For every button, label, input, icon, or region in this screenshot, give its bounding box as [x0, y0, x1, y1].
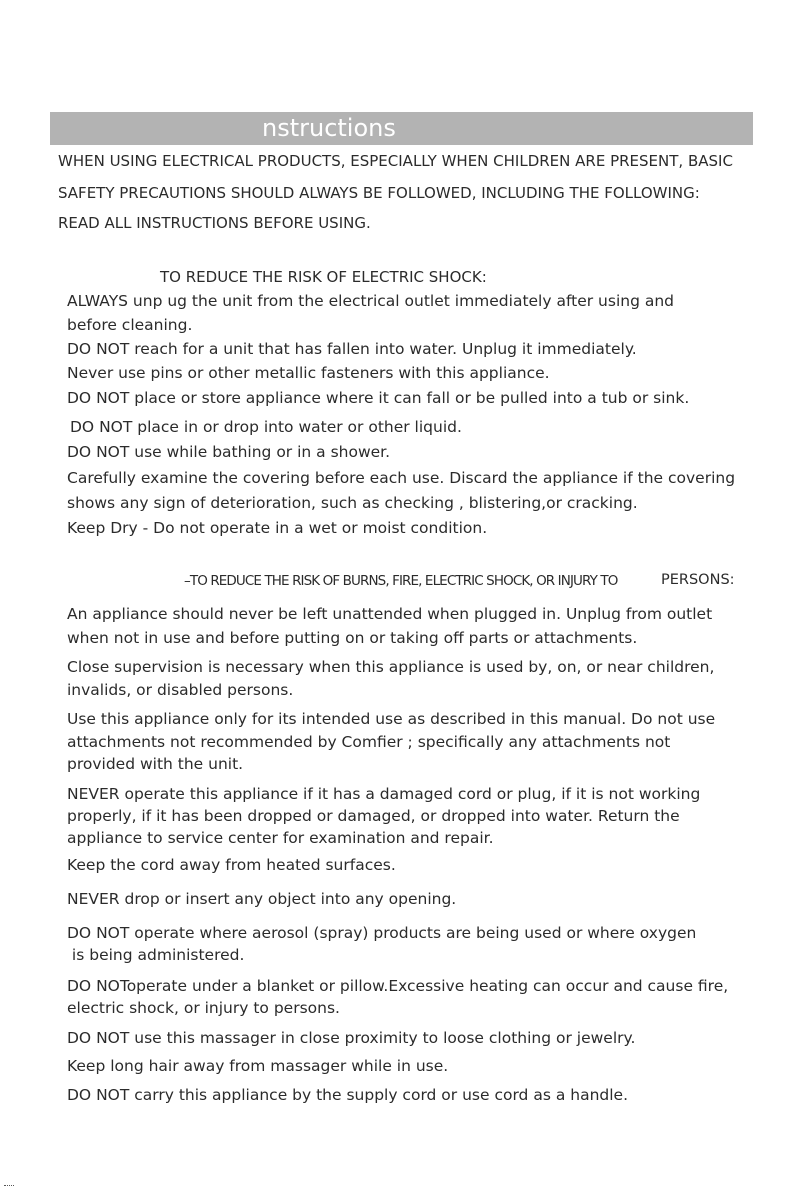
warning-line: DO NOToperate under a blanket or pillow.Excessive heating can occur and cause fire,	[67, 977, 729, 995]
danger-line: DO NOT use while bathing or in a shower.	[67, 443, 391, 461]
warning-line: Use this appliance only for its intended use as described in this manual. Do not use	[67, 710, 716, 728]
warning-line: NEVER operate this appliance if it has a damaged cord or plug, if it is not working	[67, 785, 701, 803]
warning-line: NEVER drop or insert any object into any opening.	[67, 890, 457, 908]
warning-line: is being administered.	[67, 946, 245, 964]
warning-line: appliance to service center for examination and repair.	[67, 829, 494, 847]
section-title: nstructions	[262, 114, 396, 142]
warning-line: provided with the unit.	[67, 755, 244, 773]
warning-line: Keep the cord away from heated surfaces.	[67, 856, 396, 874]
danger-line: ALWAYS unp ug the unit from the electrical outlet immediately after using and	[67, 292, 675, 310]
danger-line: DO NOT reach for a unit that has fallen into water. Unplug it immediately.	[67, 340, 637, 358]
warning-line: properly, if it has been dropped or damaged, or dropped into water. Return the	[67, 807, 680, 825]
warning-line: Close supervision is necessary when this appliance is used by, on, or near children,	[67, 658, 715, 676]
warning-line: An appliance should never be left unattended when plugged in. Unplug from outlet	[67, 605, 713, 623]
danger-line: Never use pins or other metallic fasteners with this appliance.	[67, 364, 550, 382]
warning-heading-tail: PERSONS:	[661, 572, 735, 588]
danger-line: shows any sign of deterioration, such as checking , blistering,or cracking.	[67, 494, 638, 512]
crop-mark	[4, 1185, 14, 1187]
warning-line: when not in use and before putting on or taking off parts or attachments.	[67, 629, 638, 647]
warning-line: Keep long hair away from massager while in use.	[67, 1057, 449, 1075]
intro-line: SAFETY PRECAUTIONS SHOULD ALWAYS BE FOLLOWED, INCLUDING THE FOLLOWING:	[58, 184, 700, 202]
danger-line: Keep Dry - Do not operate in a wet or moist condition.	[67, 519, 488, 537]
intro-line: READ ALL INSTRUCTIONS BEFORE USING.	[58, 214, 371, 232]
danger-line: Carefully examine the covering before each use. Discard the appliance if the covering	[67, 469, 736, 487]
warning-line: DO NOT carry this appliance by the supply cord or use cord as a handle.	[67, 1086, 629, 1104]
warning-heading: –TO REDUCE THE RISK OF BURNS, FIRE, ELECTRIC SHOCK, OR INJURY TO	[184, 573, 618, 589]
section-banner	[50, 112, 753, 145]
warning-line: attachments not recommended by Comfier ; specifically any attachments not	[67, 733, 671, 751]
intro-line: WHEN USING ELECTRICAL PRODUCTS, ESPECIALLY WHEN CHILDREN ARE PRESENT, BASIC	[58, 152, 733, 170]
danger-line: before cleaning.	[67, 316, 193, 334]
danger-line: DO NOT place in or drop into water or other liquid.	[70, 418, 462, 436]
warning-line: electric shock, or injury to persons.	[67, 999, 340, 1017]
warning-line: DO NOT use this massager in close proximity to loose clothing or jewelry.	[67, 1029, 636, 1047]
danger-line: DO NOT place or store appliance where it can fall or be pulled into a tub or sink.	[67, 389, 690, 407]
danger-heading: TO REDUCE THE RISK OF ELECTRIC SHOCK:	[160, 268, 487, 286]
warning-line: invalids, or disabled persons.	[67, 681, 294, 699]
warning-line: DO NOT operate where aerosol (spray) products are being used or where oxygen	[67, 924, 697, 942]
